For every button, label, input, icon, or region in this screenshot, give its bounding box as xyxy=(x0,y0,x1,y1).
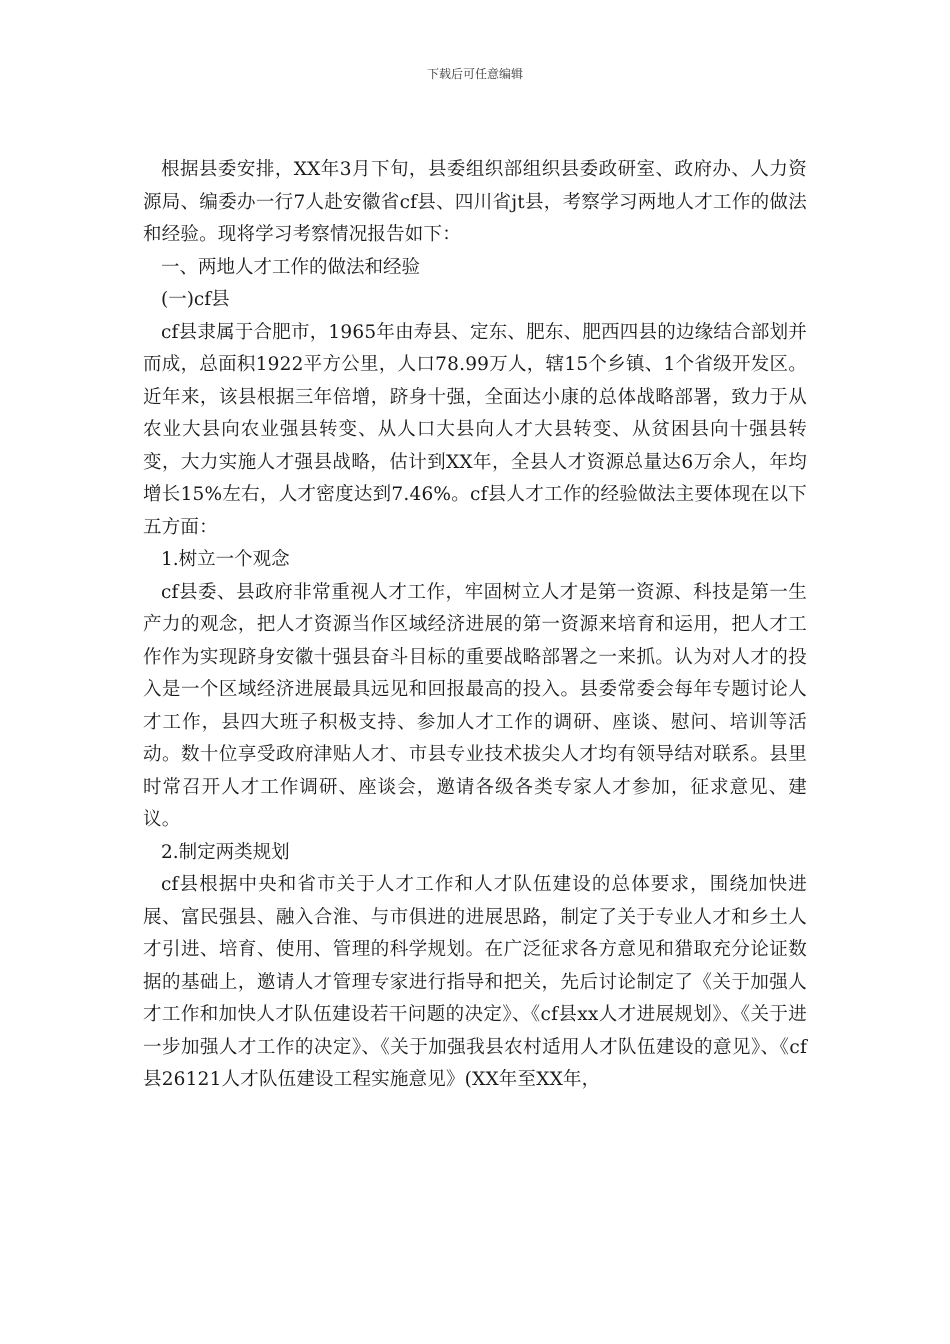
page-header: 下载后可任意编辑 xyxy=(426,67,523,81)
item-heading-2: 2.制定两类规划 xyxy=(161,841,290,863)
subsection-heading-cf: (一)cf县 xyxy=(161,289,230,310)
paragraph-concept: cf县委、县政府非常重视人才工作，牢固树立人才是第一资源、科技是第一生产力的观念，把人才资源当作区域经济进展的第一资源来培育和运用，把人才工作作为实现跻身安徽十强县奋斗目标的重要战略部署之一来抓。认为对人才的投入是一个区域经济进展最具远见和回报最高的投入。县委常委会每年专题讨论人才工作，县四大班子积极支持、参加人才工作的调研、座谈、慰问、培训等活动。数十位享受政府津贴人才、市县专业技术拔尖人才均有领导结对联系。县里时常召开人才工作调研、座谈会，邀请各级各类专家人才参加，征求意见、建议。 xyxy=(143,581,807,830)
paragraph-planning: cf县根据中央和省市关于人才工作和人才队伍建设的总体要求，围绕加快进展、富民强县、融入合淮、与市俱进的进展思路，制定了关于专业人才和乡土人才引进、培育、使用、管理的科学规划。在广泛征求各方意见和猎取充分论证数据的基础上，邀请人才管理专家进行指导和把关，先后讨论制定了《关于加强人才工作和加快人才队伍建设若干问题的决定》、《cf县xx人才进展规划》、《关于进一步加强人才工作的决定》、《关于加强我县农村适用人才队伍建设的意见》、《cf县26121人才队伍建设工程实施意见》(XX年至XX年， xyxy=(143,874,807,1090)
section-heading-1: 一、两地人才工作的做法和经验 xyxy=(161,256,421,278)
item-heading-1: 1.树立一个观念 xyxy=(161,549,290,570)
paragraph-cf-overview: cf县隶属于合肥市，1965年由寿县、定东、肥东、肥西四县的边缘结合部划并而成，总面积1922平方公里，人口78.99万人，辖15个乡镇、1个省级开发区。近年来，该县根据三年倍增，跻身十强，全面达小康的总体战略部署，致力于从农业大县向农业强县转变、从人口大县向人才大县转变、从贫困县向十强县转变，大力实施人才强县战略，估计到XX年，全县人才资源总量达6万余人，年均增长15%左右，人才密度达到7.46%。cf县人才工作的经验做法主要体现在以下五方面： xyxy=(143,321,807,538)
paragraph-intro: 根据县委安排，XX年3月下旬，县委组织部组织县委政研室、政府办、人力资源局、编委办一行7人赴安徽省cf县、四川省jt县，考察学习两地人才工作的做法和经验。现将学习考察情况报告如下： xyxy=(143,159,807,245)
document-body xyxy=(143,154,807,1097)
